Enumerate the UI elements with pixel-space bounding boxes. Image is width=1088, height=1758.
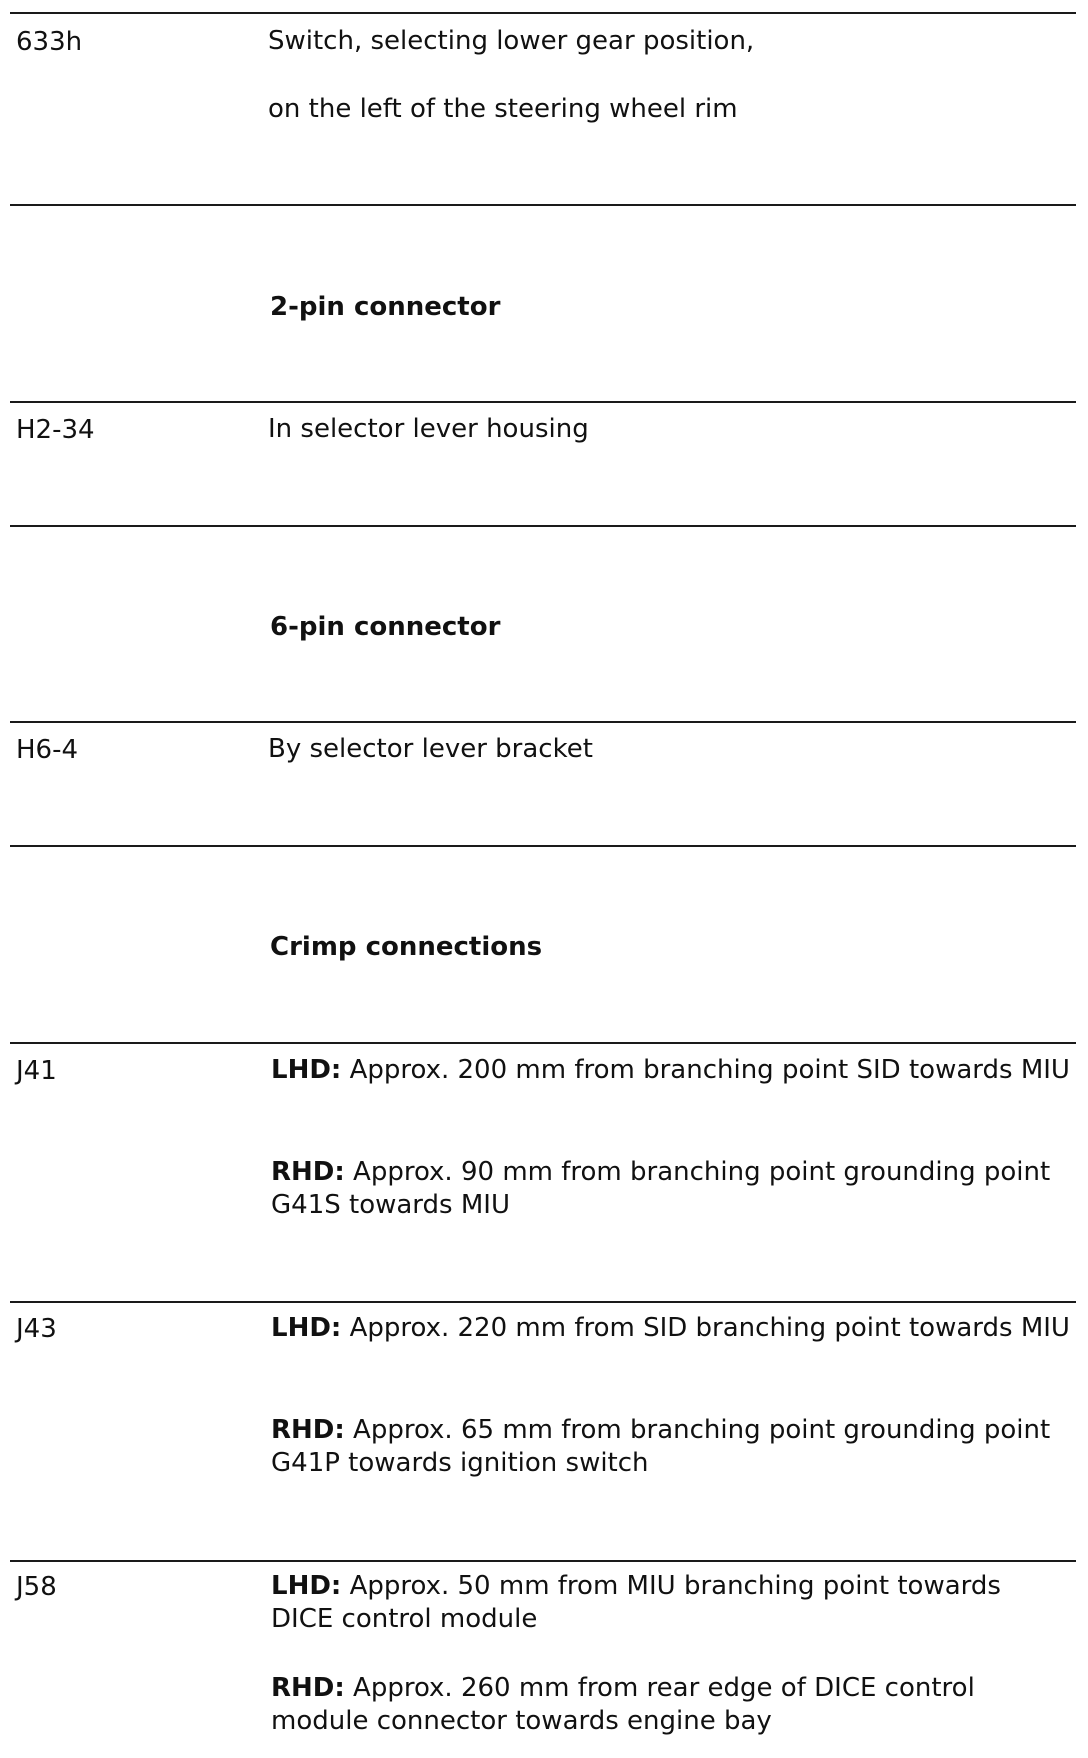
rhd-label: RHD: (271, 1673, 345, 1703)
row-divider (10, 12, 1076, 14)
row-divider (10, 401, 1076, 403)
component-description-rhd (271, 1156, 1071, 1222)
component-code: J41 (16, 1056, 57, 1086)
row-divider (10, 845, 1076, 847)
row-divider (10, 1560, 1076, 1562)
component-code: J43 (16, 1314, 57, 1344)
row-divider (10, 525, 1076, 527)
component-description-rhd (271, 1414, 1071, 1480)
row-divider (10, 1301, 1076, 1303)
lhd-text: Approx. 200 mm from branching point SID towards MIU (341, 1055, 1070, 1085)
rhd-text: Approx. 65 mm from branching point grounding point G41P towards ignition switch (271, 1415, 1051, 1478)
component-description-lhd (271, 1054, 1071, 1087)
lhd-label: LHD: (271, 1313, 342, 1343)
lhd-label: LHD: (271, 1055, 342, 1085)
component-description-lhd (271, 1312, 1071, 1345)
lhd-text: Approx. 220 mm from SID branching point towards MIU (341, 1313, 1070, 1343)
section-heading-2-pin-connector: 2-pin connector (270, 292, 501, 322)
row-divider (10, 721, 1076, 723)
component-description-line: Switch, selecting lower gear position, (268, 26, 755, 56)
rhd-text: Approx. 90 mm from branching point grounding point G41S towards MIU (271, 1157, 1051, 1220)
component-description-line: By selector lever bracket (268, 734, 593, 764)
row-divider (10, 204, 1076, 206)
lhd-label: LHD: (271, 1571, 342, 1601)
rhd-label: RHD: (271, 1157, 345, 1187)
component-description-lhd (271, 1570, 1071, 1636)
section-heading-6-pin-connector: 6-pin connector (270, 612, 501, 642)
component-code: H2-34 (16, 415, 95, 445)
component-description-line: In selector lever housing (268, 414, 589, 444)
component-description-line: on the left of the steering wheel rim (268, 94, 738, 124)
lhd-text: Approx. 50 mm from MIU branching point towards DICE control module (271, 1571, 1001, 1634)
component-description-rhd (271, 1672, 1071, 1738)
component-code: H6-4 (16, 735, 79, 765)
section-heading-crimp-connections: Crimp connections (270, 932, 543, 962)
row-divider (10, 1042, 1076, 1044)
component-code: J58 (16, 1572, 57, 1602)
component-code: 633h (16, 27, 83, 57)
rhd-text: Approx. 260 mm from rear edge of DICE control module connector towards engine bay (271, 1673, 975, 1736)
rhd-label: RHD: (271, 1415, 345, 1445)
